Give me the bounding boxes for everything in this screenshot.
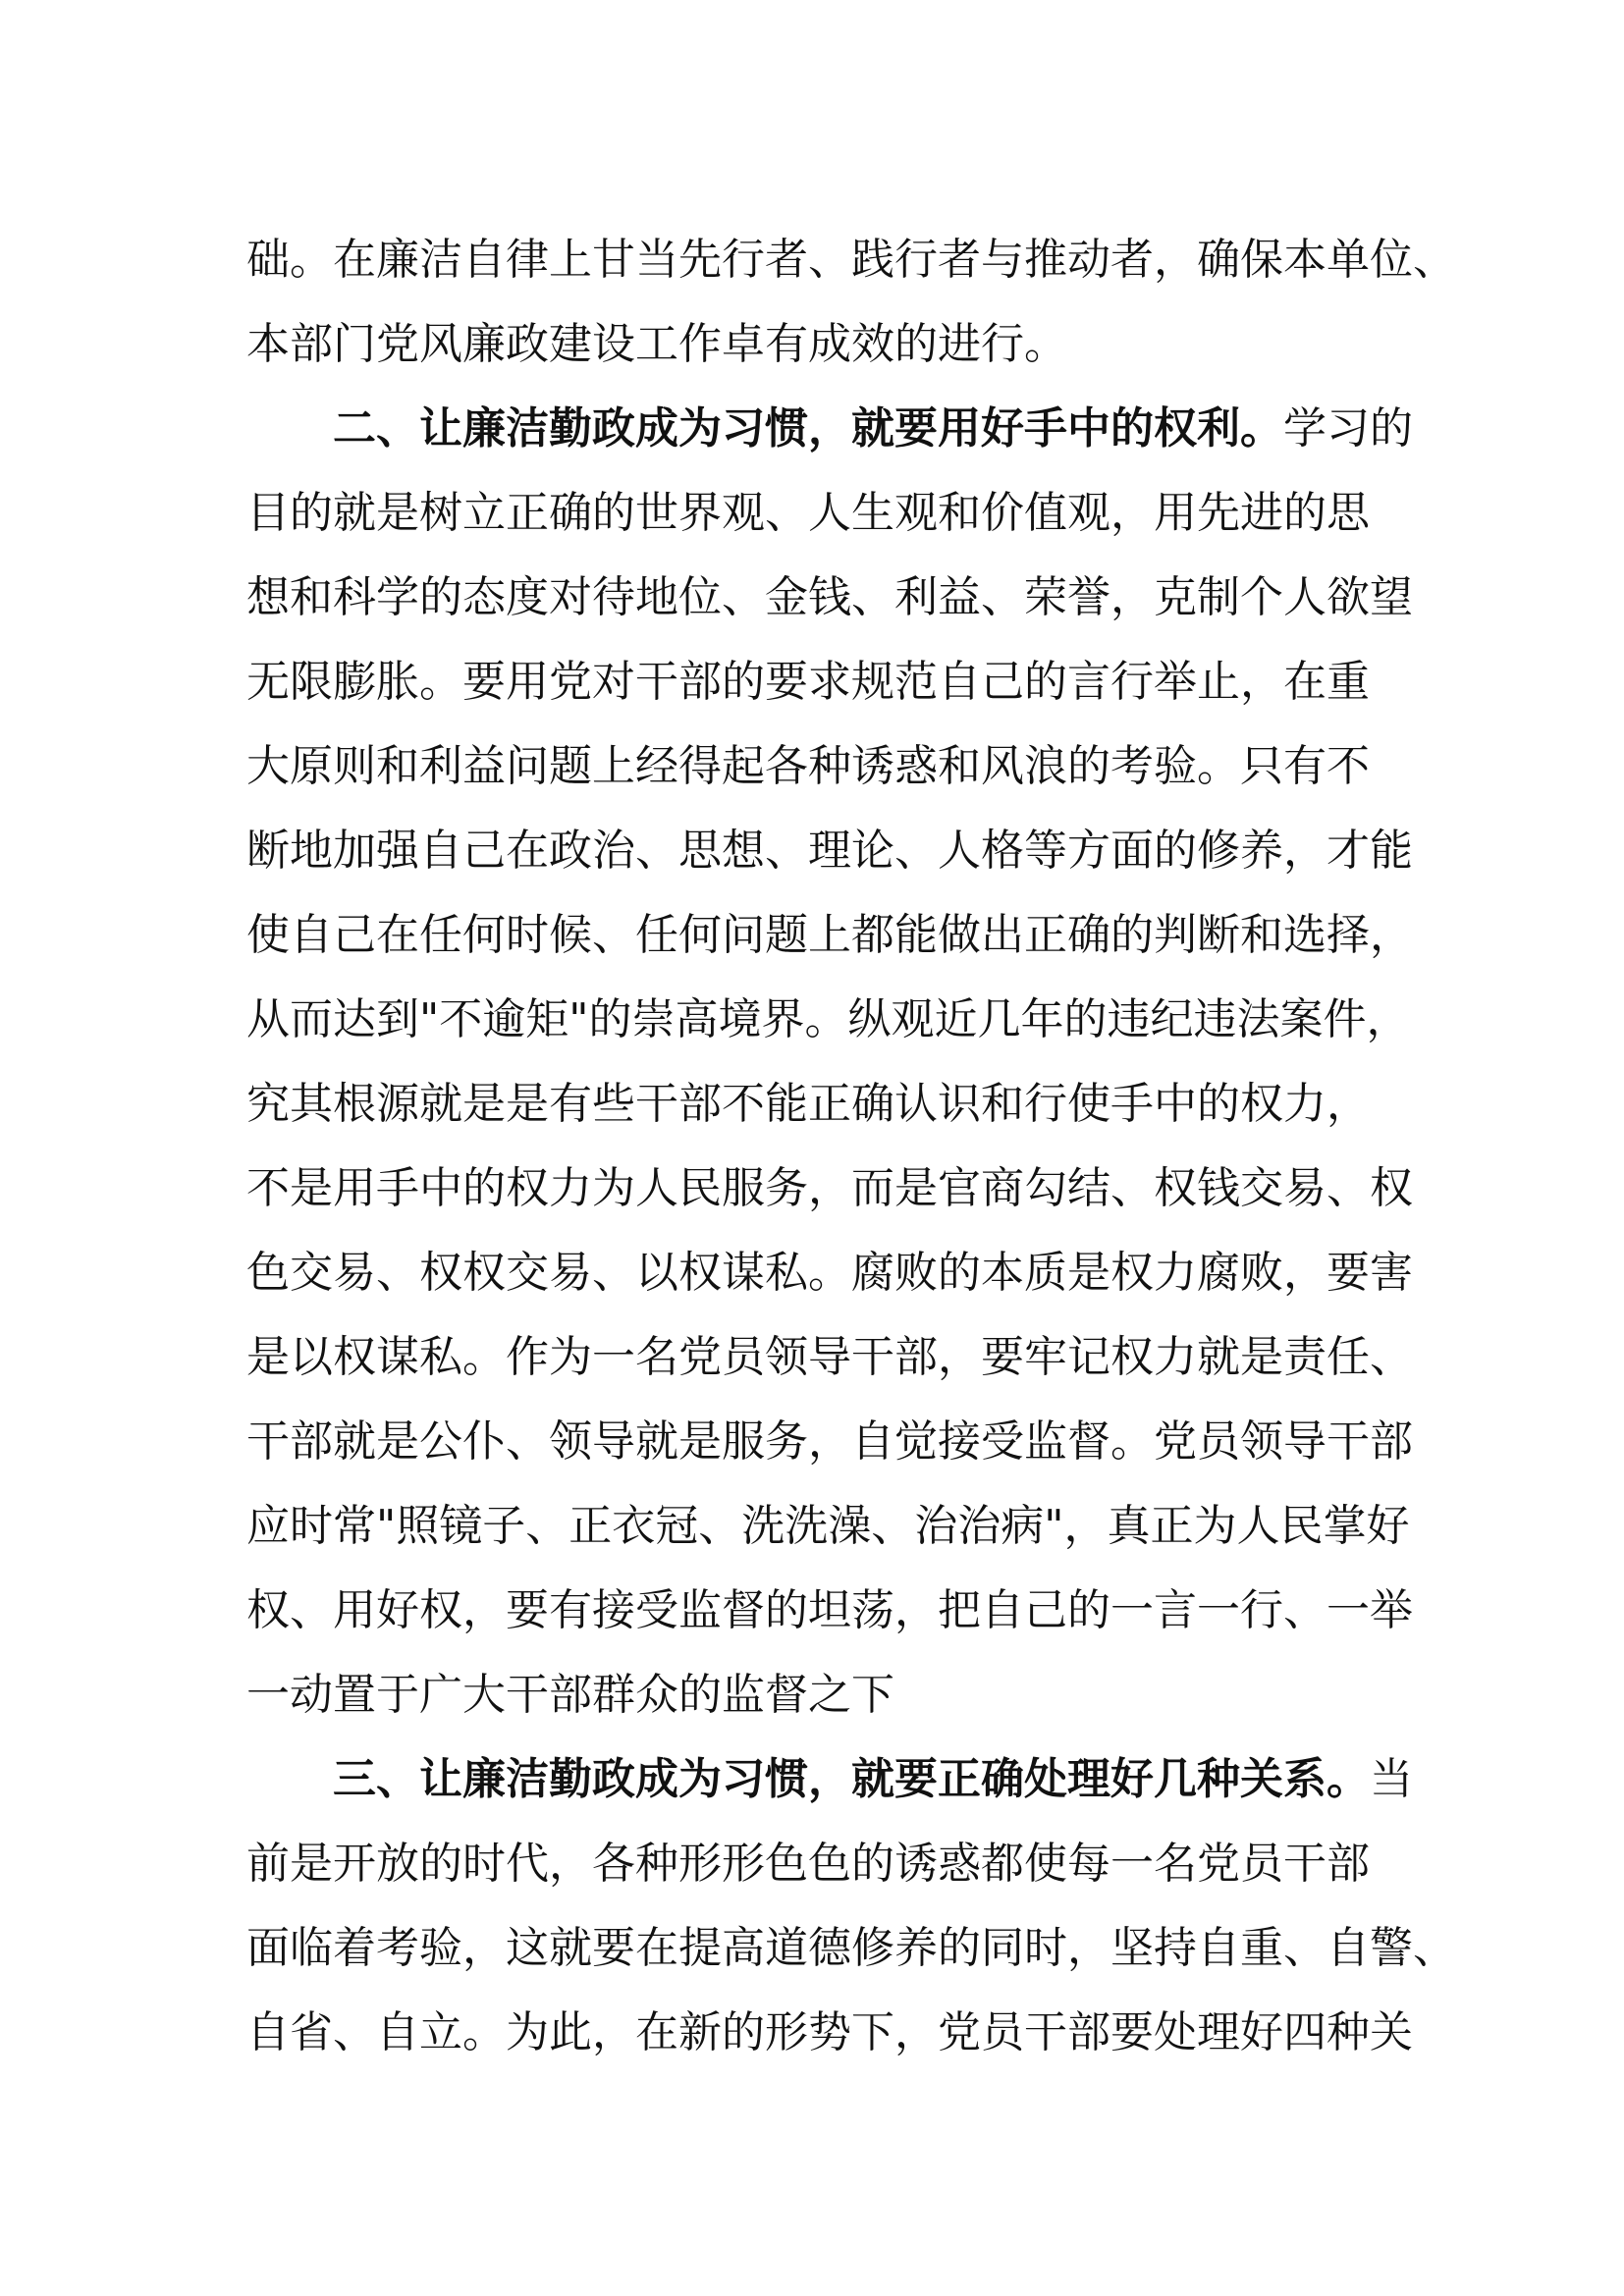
section-heading-line (246, 1737, 1413, 1822)
section-heading-line (246, 387, 1413, 471)
text-line: 无限膨胀。要用党对干部的要求规范自己的言行举止，在重 (246, 657, 1370, 707)
text-line: 色交易、权权交易、以权谋私。腐败的本质是权力腐败，要害 (246, 1248, 1413, 1298)
body-text (246, 218, 1456, 2075)
text-line: 本部门党风廉政建设工作卓有成效的进行。 (246, 319, 1067, 369)
heading-continuation: 学习的 (1283, 403, 1413, 454)
text-line: 自省、自立。为此，在新的形势下，党员干部要处理好四种关 (246, 2007, 1413, 2057)
text-line: 面临着考验，这就要在提高道德修养的同时，坚持自重、自警、 (246, 1923, 1456, 1973)
text-line: 权、用好权，要有接受监督的坦荡，把自己的一言一行、一举 (246, 1585, 1413, 1635)
text-line: 从而达到"不逾矩"的崇高境界。纵观近几年的违纪违法案件， (246, 994, 1410, 1044)
text-line: 使自己在任何时候、任何问题上都能做出正确的判断和选择， (246, 910, 1413, 960)
text-line: 础。在廉洁自律上甘当先行者、践行者与推动者，确保本单位、 (246, 235, 1456, 285)
text-line: 应时常"照镜子、正衣冠、洗洗澡、治治病"，真正为人民掌好 (246, 1501, 1410, 1551)
text-line: 是以权谋私。作为一名党员领导干部，要牢记权力就是责任、 (246, 1332, 1413, 1382)
text-line: 前是开放的时代，各种形形色色的诱惑都使每一名党员干部 (246, 1839, 1370, 1889)
text-line: 究其根源就是是有些干部不能正确认识和行使手中的权力， (246, 1079, 1370, 1129)
text-line: 想和科学的态度对待地位、金钱、利益、荣誉，克制个人欲望 (246, 572, 1413, 622)
text-line: 一动置于广大干部群众的监督之下 (246, 1670, 894, 1720)
heading-continuation: 当 (1370, 1754, 1413, 1804)
text-line: 不是用手中的权力为人民服务，而是官商勾结、权钱交易、权 (246, 1163, 1413, 1213)
section-heading: 三、让廉洁勤政成为习惯，就要正确处理好几种关系。 (333, 1754, 1370, 1804)
text-line: 干部就是公仆、领导就是服务，自觉接受监督。党员领导干部 (246, 1416, 1413, 1467)
section-heading: 二、让廉洁勤政成为习惯，就要用好手中的权利。 (333, 403, 1283, 454)
text-line: 大原则和利益问题上经得起各种诱惑和风浪的考验。只有不 (246, 741, 1370, 791)
text-line: 目的就是树立正确的世界观、人生观和价值观，用先进的思 (246, 488, 1370, 538)
text-line: 断地加强自己在政治、思想、理论、人格等方面的修养，才能 (246, 826, 1413, 876)
